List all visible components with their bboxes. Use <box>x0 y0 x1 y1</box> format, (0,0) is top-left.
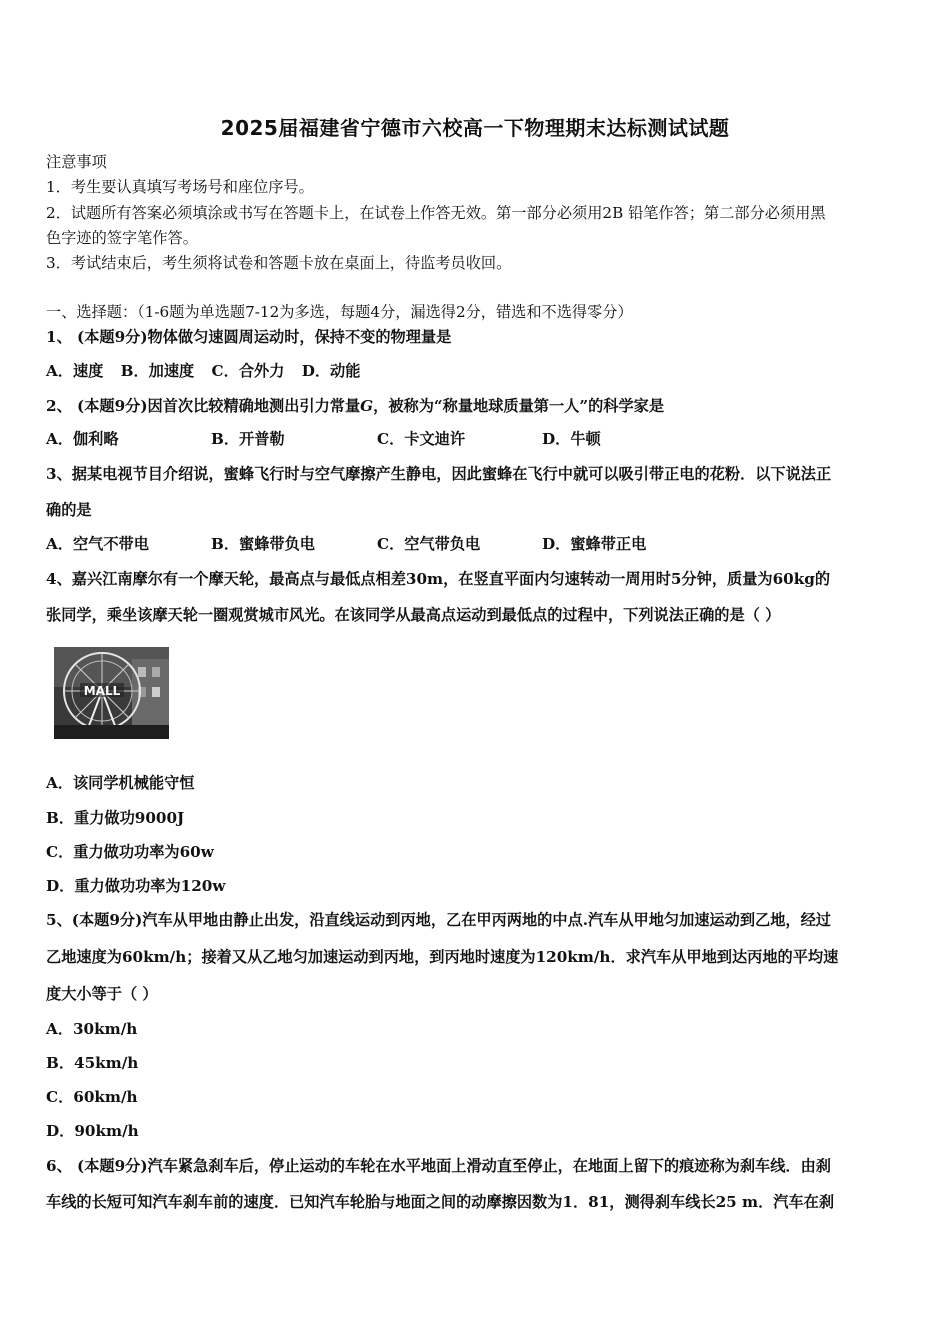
option-b: B．开普勒 <box>211 430 285 448</box>
option-a: A．空气不带电 <box>46 535 149 553</box>
question-6-stem-cont: 车线的长短可知汽车刹车前的速度．已知汽车轮胎与地面之间的动摩擦因数为1．81，测得刹车线长25 m．汽车在刹 <box>46 1193 835 1211</box>
option-b: B．蜜蜂带负电 <box>211 535 315 553</box>
ferris-wheel-icon <box>54 647 169 739</box>
option-b: B．重力做功9000J <box>46 809 185 827</box>
option-a: A．该同学机械能守恒 <box>46 774 195 792</box>
option-c: C．60km/h <box>46 1088 138 1106</box>
notice-item: 色字迹的签字笔作答。 <box>46 229 198 247</box>
question-5-stem-cont: 乙地速度为60km/h；接着又从乙地匀加速运动到丙地，到丙地时速度为120km/h．求汽车从甲地到达丙地的平均速 <box>46 948 839 966</box>
notice-item: 3．考试结束后，考生须将试卷和答题卡放在桌面上，待监考员收回。 <box>46 254 512 272</box>
symbol-g: G <box>360 397 374 415</box>
question-4-stem-cont: 张同学，乘坐该摩天轮一圈观赏城市风光。在该同学从最高点运动到最低点的过程中，下列说法正确的是（ ） <box>46 606 781 624</box>
question-6-stem: 6、 (本题9分)汽车紧急刹车后，停止运动的车轮在水平地面上滑动直至停止，在地面上留下的痕迹称为刹车线．由刹 <box>46 1157 831 1175</box>
option-d: D．重力做功功率为120w <box>46 877 226 895</box>
page-title: 2025届福建省宁德市六校高一下物理期末达标测试试题 <box>220 116 730 140</box>
option-a: A．伽利略 <box>46 430 119 448</box>
question-2-stem: 2、 (本题9分)因首次比较精确地测出引力常量G，被称为“称量地球质量第一人”的科学家是 <box>46 397 665 415</box>
section-heading: 一、选择题：（1-6题为单选题7-12为多选，每题4分，漏选得2分，错选和不选得零分） <box>46 303 633 321</box>
notice-item: 1．考生要认真填写考场号和座位序号。 <box>46 178 314 196</box>
option-c: C．空气带负电 <box>377 535 481 553</box>
question-5-stem: 5、(本题9分)汽车从甲地由静止出发，沿直线运动到丙地，乙在甲丙两地的中点.汽车从甲地匀加速运动到乙地，经过 <box>46 911 831 929</box>
option-d: D．动能 <box>301 362 361 380</box>
ferris-wheel-photo <box>54 647 169 739</box>
notice-heading: 注意事项 <box>46 153 107 171</box>
notice-item: 2．试题所有答案必须填涂或书写在答题卡上，在试卷上作答无效。第一部分必须用2B 铅笔作答；第二部分必须用黑 <box>46 204 826 222</box>
option-c: C．合外力 <box>211 362 285 380</box>
option-d: D．牛顿 <box>542 430 601 448</box>
option-b: B．加速度 <box>120 362 195 380</box>
option-a: A．速度 <box>46 362 104 380</box>
question-4-stem: 4、嘉兴江南摩尔有一个摩天轮，最高点与最低点相差30m，在竖直平面内匀速转动一周用时5分钟，质量为60kg的 <box>46 570 831 588</box>
question-1-options <box>46 361 360 381</box>
option-c: C．重力做功功率为60w <box>46 843 214 861</box>
question-5-stem-cont: 度大小等于（ ） <box>46 985 158 1003</box>
option-d: D．90km/h <box>46 1122 139 1140</box>
question-3-stem-cont: 确的是 <box>46 501 92 519</box>
question-3-stem: 3、据某电视节目介绍说，蜜蜂飞行时与空气摩擦产生静电，因此蜜蜂在飞行中就可以吸引带正电的花粉．以下说法正 <box>46 465 832 483</box>
question-1-stem: 1、 (本题9分)物体做匀速圆周运动时，保持不变的物理量是 <box>46 328 452 346</box>
option-d: D．蜜蜂带正电 <box>542 535 647 553</box>
mall-sign: MALL <box>83 684 121 698</box>
option-c: C．卡文迪许 <box>377 430 466 448</box>
option-a: A．30km/h <box>46 1020 138 1038</box>
option-b: B．45km/h <box>46 1054 139 1072</box>
